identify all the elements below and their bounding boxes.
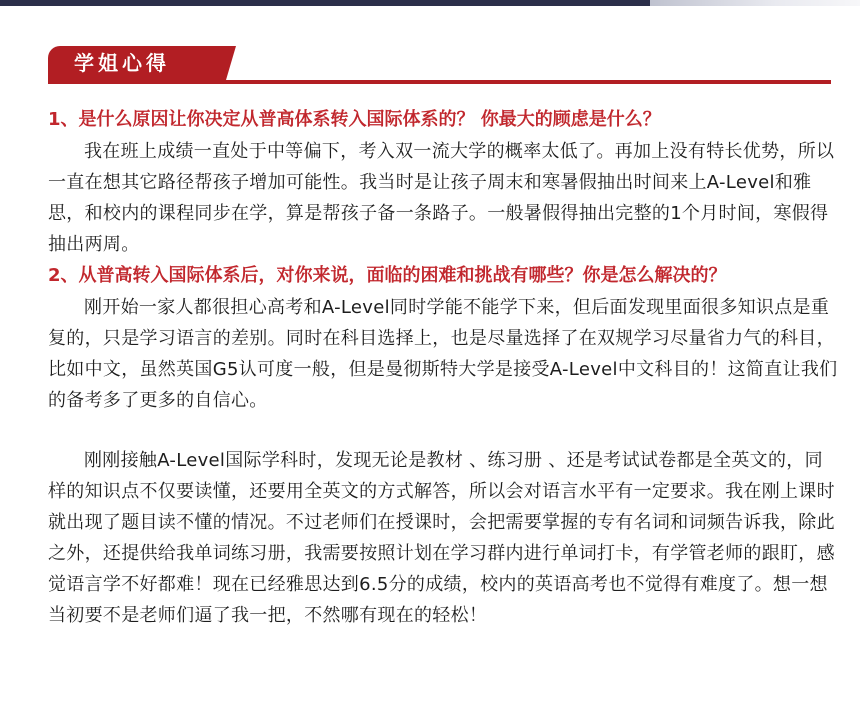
section-divider [48,80,831,84]
answer-1: 我在班上成绩一直处于中等偏下，考入双一流大学的概率太低了。再加上没有特长优势，所以一直在想其它路径帮孩子增加可能性。我当时是让孩子周末和寒暑假抽出时间来上A-Level和雅思，和校内的课程同步在学，算是帮孩子备一条路子。一般暑假得抽出完整的1个月时间，寒假得抽出两周。 [48,141,835,255]
top-banner-fade [650,0,860,6]
answer-2-paragraph-2: 刚刚接触A-Level国际学科时，发现无论是教材 、练习册 、还是考试试卷都是全英文的，同样的知识点不仅要读懂，还要用全英文的方式解答，所以会对语言水平有一定要求。我在刚上课时就出现了题目读不懂的情况。不过老师们在授课时，会把需要掌握的专有名词和词频告诉我，除此之外，还提供给我单词练习册，我需要按照计划在学习群内进行单词打卡，有学管老师的跟盯，感觉语言学不好都难！现在已经雅思达到6.5分的成绩，校内的英语高考也不觉得有难度了。想一想当初要不是老师们逼了我一把，不然哪有现在的轻松！ [48,450,835,626]
question-2: 2、从普高转入国际体系后，对你来说，面临的困难和挑战有哪些？你是怎么解决的？ [48,265,727,286]
top-banner-bar [0,0,650,6]
qa-block-1 [48,104,838,260]
article-body [48,104,838,631]
answer-2-paragraph-1: 刚开始一家人都很担心高考和A-Level同时学能不能学下来，但后面发现里面很多知识点是重复的，只是学习语言的差别。同时在科目选择上，也是尽量选择了在双规学习尽量省力气的科目，比如中文，虽然英国G5认可度一般，但是曼彻斯特大学是接受A-Level中文科目的！这简直让我们的备考多了更多的自信心。 [48,297,838,411]
section-title: 学姐心得 [74,51,170,75]
question-1: 1、是什么原因让你决定从普高体系转入国际体系的？ 你最大的顾虑是什么？ [48,109,661,130]
qa-block-2 [48,260,838,631]
section-title-tab [48,46,226,80]
